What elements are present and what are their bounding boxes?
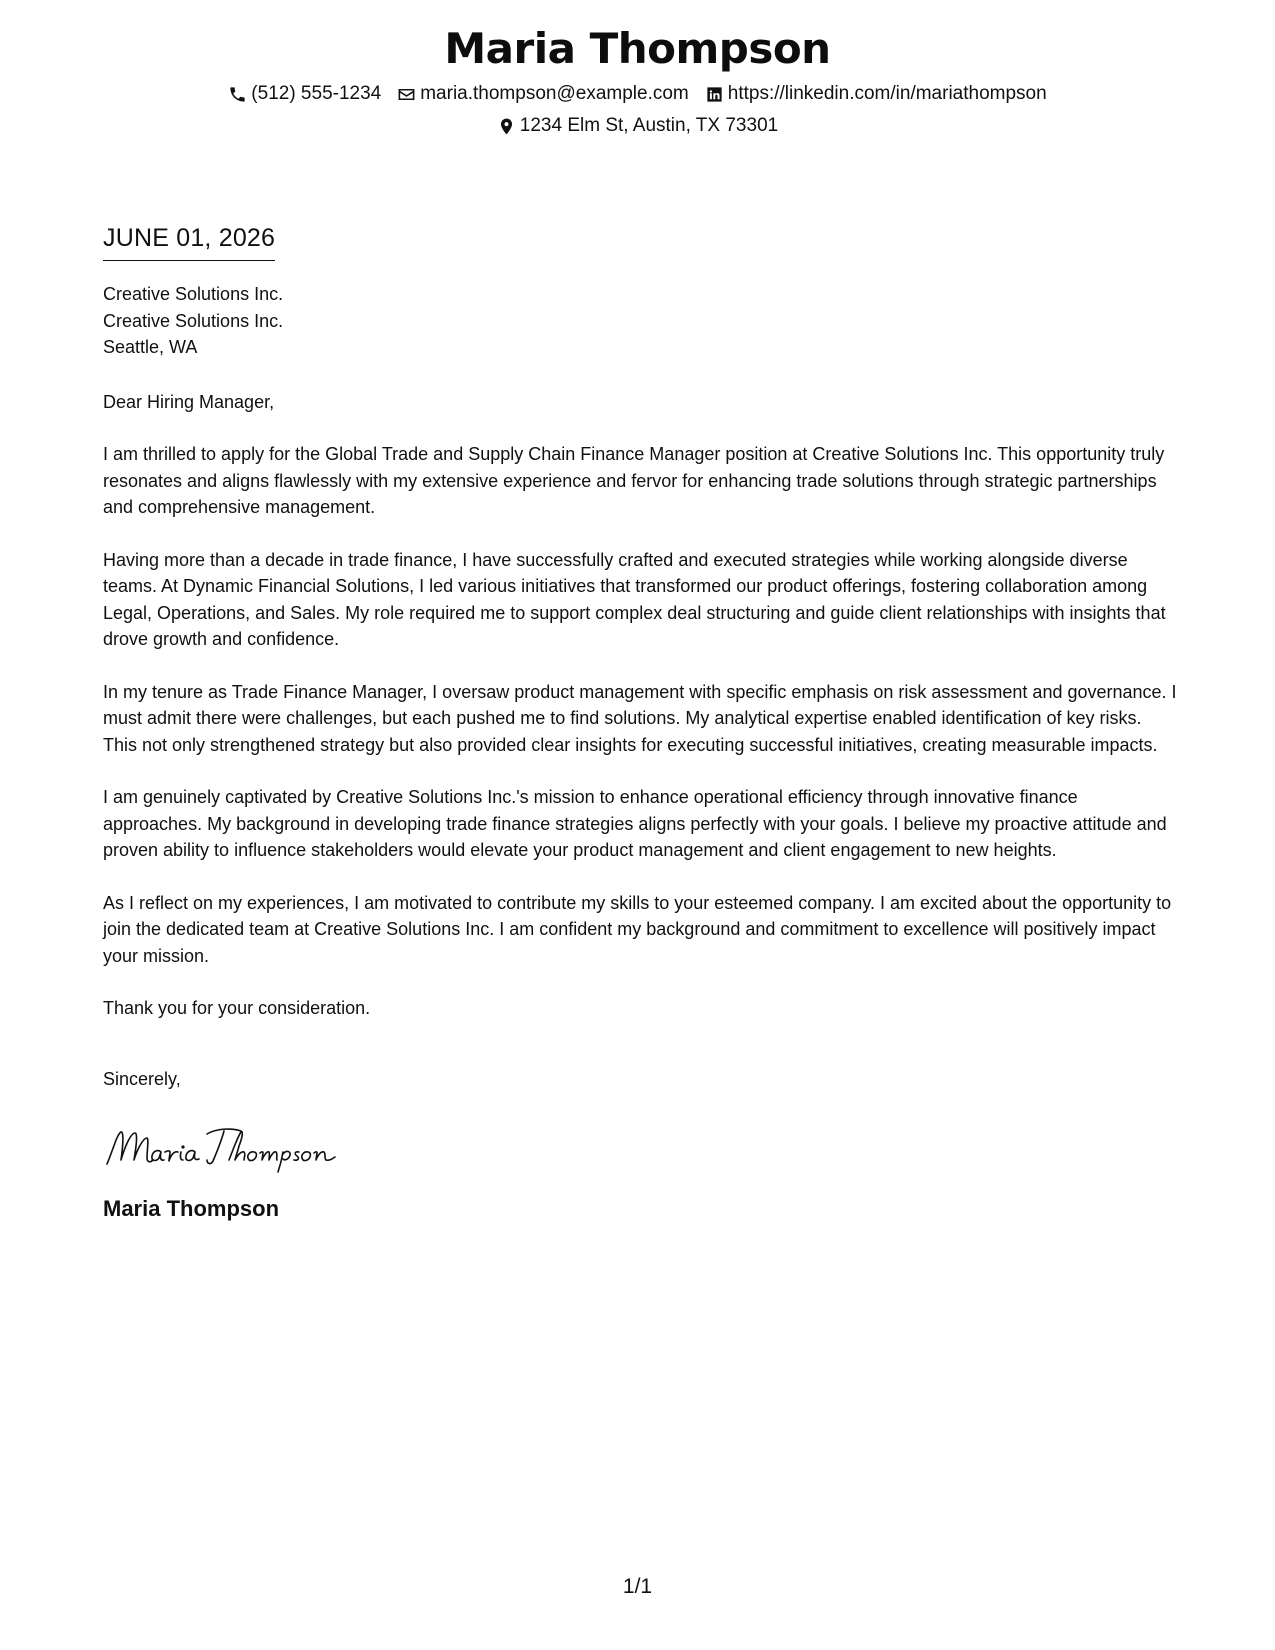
contact-phone bbox=[228, 81, 381, 107]
signer-name: Maria Thompson bbox=[103, 1196, 280, 1221]
handwritten-signature bbox=[103, 1120, 1178, 1176]
letter-date: JUNE 01, 2026 bbox=[103, 222, 275, 261]
letter-header bbox=[0, 22, 1275, 139]
address-row bbox=[0, 113, 1275, 139]
page-number: 1/1 bbox=[622, 1575, 653, 1598]
applicant-name: Maria Thompson bbox=[444, 24, 831, 73]
linkedin-link[interactable]: https://linkedin.com/in/mariathompson bbox=[727, 83, 1047, 104]
phone-text: (512) 555-1234 bbox=[251, 83, 382, 104]
envelope-icon bbox=[397, 85, 416, 104]
signoff: Sincerely, bbox=[103, 1068, 181, 1089]
map-marker-icon bbox=[497, 117, 516, 136]
recipient-line: Creative Solutions Inc. bbox=[103, 310, 284, 331]
contact-linkedin[interactable] bbox=[705, 81, 1047, 107]
body-paragraph: As I reflect on my experiences, I am motivated to contribute my skills to your esteemed company. I am excited about the opportunity to join the dedicated team at Creative Solutions Inc. I am confident my background and commitment to excellence will positively impact your mission. bbox=[103, 892, 1172, 966]
signature-drawing bbox=[103, 1120, 373, 1176]
closing-thanks: Thank you for your consideration. bbox=[103, 998, 371, 1018]
contact-email[interactable] bbox=[397, 81, 689, 107]
contact-address bbox=[497, 113, 778, 139]
body-paragraph: I am genuinely captivated by Creative Solutions Inc.'s mission to enhance operational efficiency through innovative finance approaches. My background in developing trade finance strategies aligns perfectly with your goals. I believe my proactive attitude and proven ability to influence stakeholders would elevate your product management and client engagement to new heights. bbox=[103, 787, 1167, 860]
recipient-block bbox=[103, 281, 1178, 361]
body-paragraph: I am thrilled to apply for the Global Trade and Supply Chain Finance Manager position at Creative Solutions Inc. This opportunity truly resonates and aligns flawlessly with my extensive experience and fervor for enhancing trade solutions through strategic partnerships and comprehensive management. bbox=[103, 444, 1165, 517]
letter-body bbox=[103, 222, 1178, 1224]
greeting: Dear Hiring Manager, bbox=[103, 391, 275, 412]
contact-row bbox=[0, 81, 1275, 107]
body-paragraph: Having more than a decade in trade finance, I have successfully crafted and executed strategies while working alongside diverse teams. At Dynamic Financial Solutions, I led various initiatives that transformed our product offerings, fostering collaboration among Legal, Operations, and Sales. My role required me to support complex deal structuring and guide client relationships with insights that drove growth and confidence. bbox=[103, 549, 1166, 649]
body-paragraph: In my tenure as Trade Finance Manager, I oversaw product management with specific emphasis on risk assessment and governance. I must admit there were challenges, but each pushed me to find solutions. My analytical expertise enabled identification of key risks. This not only strengthened strategy but also provided clear insights for executing successful initiatives, creating measurable impacts. bbox=[103, 681, 1177, 755]
recipient-line: Seattle, WA bbox=[103, 337, 198, 357]
linkedin-icon bbox=[705, 85, 724, 104]
address-text: 1234 Elm St, Austin, TX 73301 bbox=[519, 115, 779, 136]
email-link[interactable]: maria.thompson@example.com bbox=[420, 83, 689, 104]
recipient-line: Creative Solutions Inc. bbox=[103, 284, 284, 304]
phone-icon bbox=[228, 85, 247, 104]
